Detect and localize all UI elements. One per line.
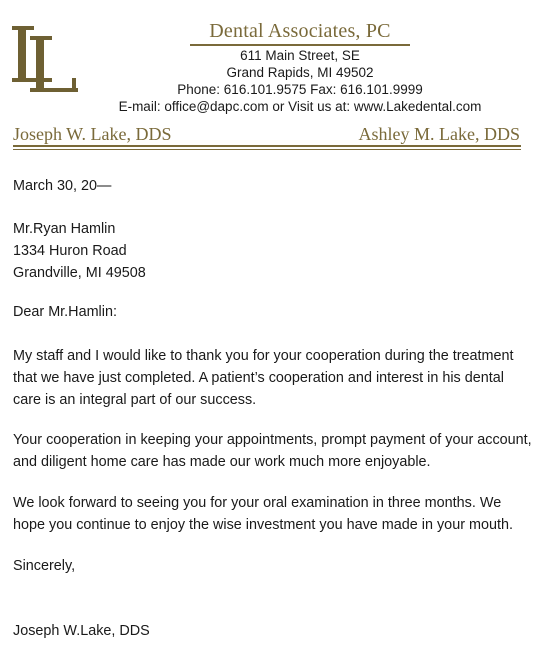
firm-name-underline bbox=[190, 44, 410, 46]
firm-name: Dental Associates, PC bbox=[209, 20, 391, 42]
letter-date: March 30, 20— bbox=[13, 178, 112, 194]
paragraph-1: My staff and I would like to thank you for your cooperation during the treatment that we have just completed. A patient’s cooperation and interest in his dental care is an integral part of our success. bbox=[13, 348, 514, 408]
recipient-city: Grandville, MI 49508 bbox=[13, 265, 146, 281]
paragraph-2: Your cooperation in keeping your appointments, prompt payment of your account, and diligent home care has made our work much more enjoyable. bbox=[13, 432, 532, 470]
address-line-1: 611 Main Street, SE bbox=[240, 48, 360, 63]
recipient-address bbox=[13, 218, 533, 284]
email-website: E-mail: office@dapc.com or Visit us at: www.Lakedental.com bbox=[118, 99, 482, 114]
closing: Sincerely, bbox=[13, 558, 76, 574]
recipient-street: 1334 Huron Road bbox=[13, 243, 127, 259]
letterhead-rule-thick bbox=[13, 145, 521, 147]
phone-fax: Phone: 616.101.9575 Fax: 616.101.9999 bbox=[177, 82, 423, 97]
letterhead-rule-thin bbox=[13, 149, 521, 150]
doctor-right: Ashley M. Lake, DDS bbox=[358, 124, 520, 144]
signature-name: Joseph W.Lake, DDS bbox=[13, 623, 150, 639]
recipient-name: Mr.Ryan Hamlin bbox=[13, 221, 116, 237]
salutation: Dear Mr.Hamlin: bbox=[13, 304, 117, 320]
doctor-left: Joseph W. Lake, DDS bbox=[13, 124, 172, 144]
address-line-2: Grand Rapids, MI 49502 bbox=[226, 65, 374, 80]
paragraph-3: We look forward to seeing you for your oral examination in three months. We hope you continue to enjoy the wise investment you have made in your mouth. bbox=[13, 495, 513, 533]
